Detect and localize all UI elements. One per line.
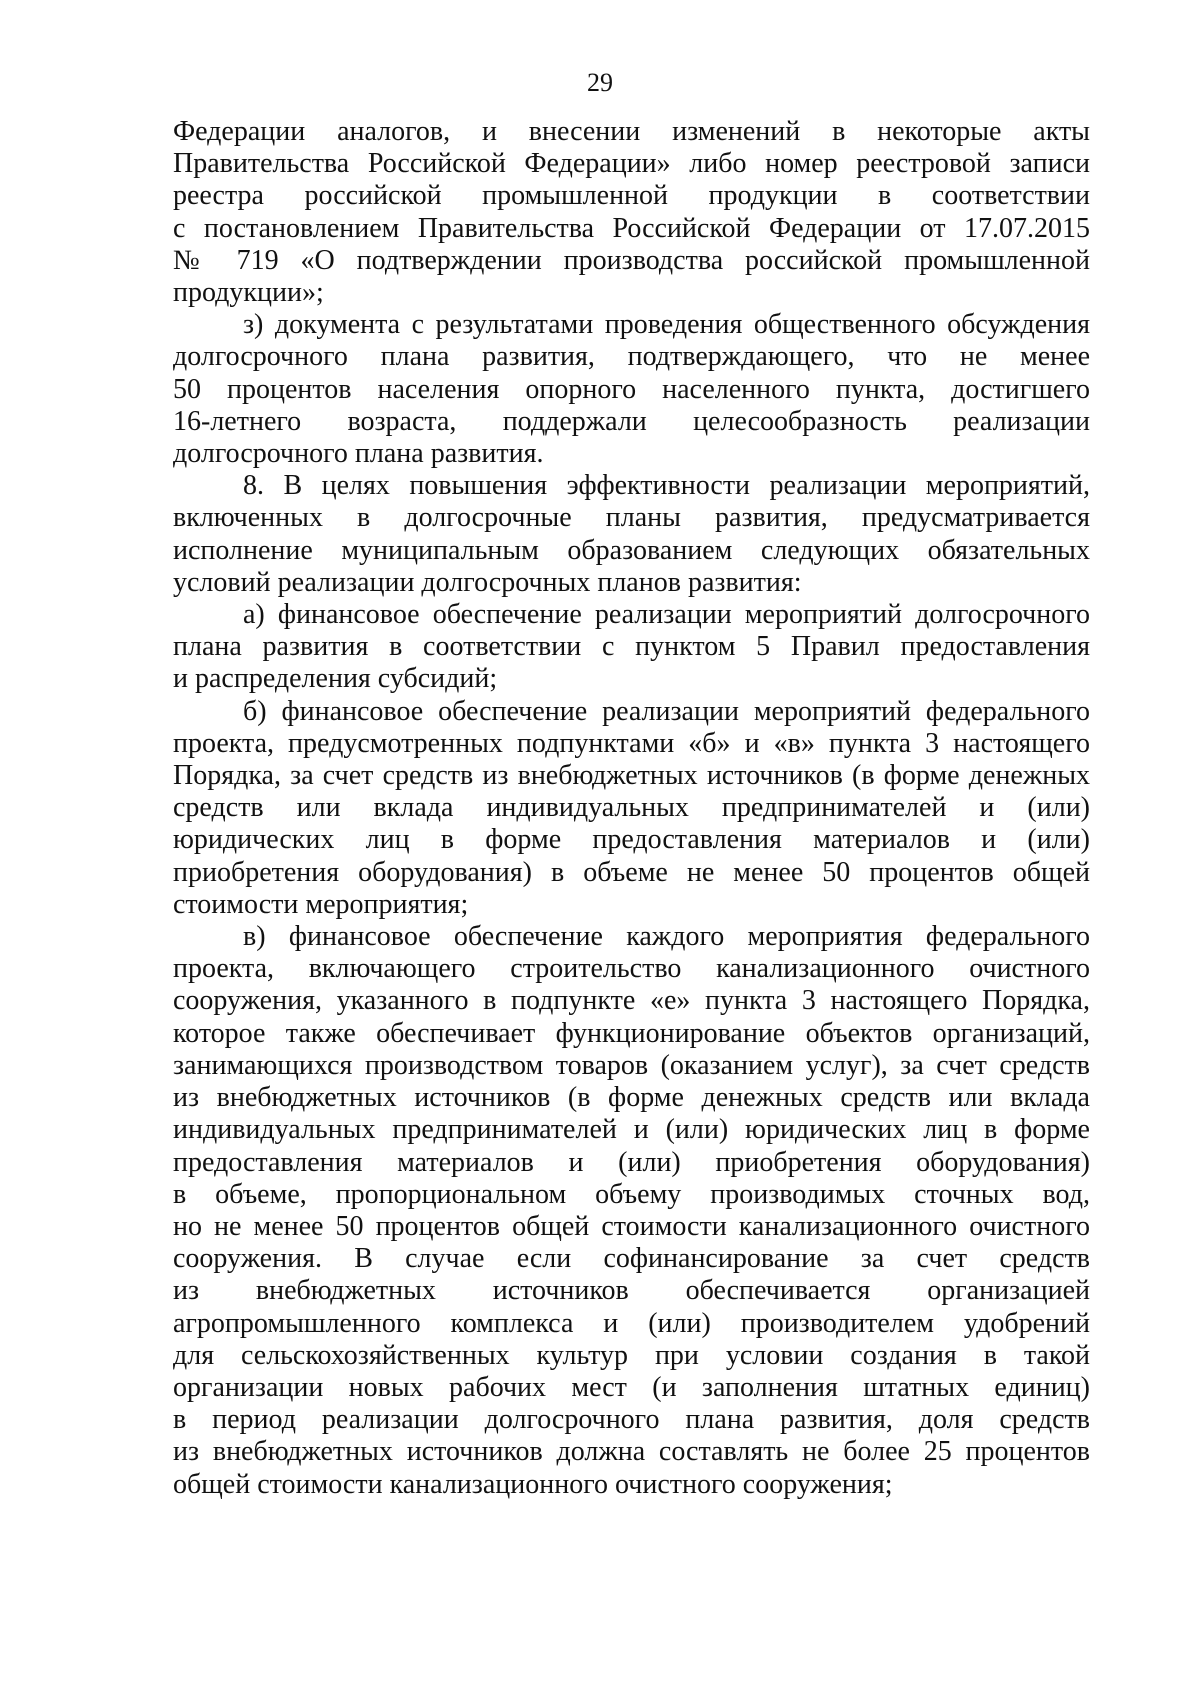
text-line: организации новых рабочих мест (и заполнения штатных единиц)	[173, 1371, 1090, 1403]
text-line: исполнение муниципальным образованием следующих обязательных	[173, 534, 1090, 566]
text-line: 50 процентов населения опорного населенного пункта, достигшего	[173, 373, 1090, 405]
text-line: но не менее 50 процентов общей стоимости канализационного очистного	[173, 1210, 1090, 1242]
text-line: б) финансовое обеспечение реализации мероприятий федерального	[243, 695, 1090, 727]
text-line: из внебюджетных источников обеспечивается организацией	[173, 1275, 1090, 1307]
paragraph-8	[173, 470, 1090, 599]
text-line: долгосрочного плана развития, подтверждающего, что не менее	[173, 341, 1090, 373]
text-line: з) документа с результатами проведения общественного обсуждения	[243, 309, 1090, 341]
text-line: Правительства Российской Федерации» либо номер реестровой записи	[173, 148, 1090, 180]
text-line: приобретения оборудования) в объеме не менее 50 процентов общей	[173, 856, 1090, 888]
paragraph-v	[173, 921, 1090, 1501]
text-line: сооружения. В случае если софинансирование за счет средств	[173, 1243, 1090, 1275]
text-line: плана развития в соответствии с пунктом 5 Правил предоставления	[173, 631, 1090, 663]
paragraph-continuation	[173, 116, 1090, 309]
paragraph-z	[173, 309, 1090, 470]
text-line: а) финансовое обеспечение реализации мероприятий долгосрочного	[243, 599, 1090, 631]
text-line: из внебюджетных источников (в форме денежных средств или вклада	[173, 1082, 1090, 1114]
text-line: в объеме, пропорциональном объему производимых сточных вод,	[173, 1178, 1090, 1210]
text-line: с постановлением Правительства Российской Федерации от 17.07.2015	[173, 212, 1090, 244]
text-line: которое также обеспечивает функционирование объектов организаций,	[173, 1017, 1090, 1049]
text-line: общей стоимости канализационного очистного сооружения;	[173, 1468, 893, 1500]
text-line: предоставления материалов и (или) приобретения оборудования)	[173, 1146, 1090, 1178]
text-line: проекта, предусмотренных подпунктами «б» и «в» пункта 3 настоящего	[173, 727, 1090, 759]
text-line: проекта, включающего строительство канализационного очистного	[173, 953, 1090, 985]
text-line: 16-летнего возраста, поддержали целесообразность реализации	[173, 405, 1090, 437]
text-line: Порядка, за счет средств из внебюджетных источников (в форме денежных	[173, 760, 1090, 792]
text-line: и распределения субсидий;	[173, 663, 498, 695]
text-line: средств или вклада индивидуальных предпринимателей и (или)	[173, 792, 1090, 824]
text-line: стоимости мероприятия;	[173, 888, 469, 920]
paragraph-a	[173, 599, 1090, 696]
text-line: юридических лиц в форме предоставления материалов и (или)	[173, 824, 1090, 856]
page-number: 29	[587, 68, 613, 97]
text-line: включенных в долгосрочные планы развития, предусматривается	[173, 502, 1090, 534]
text-line: в период реализации долгосрочного плана развития, доля средств	[173, 1404, 1090, 1436]
text-line: в) финансовое обеспечение каждого мероприятия федерального	[243, 921, 1090, 953]
document-body	[173, 116, 1090, 1501]
text-line: из внебюджетных источников должна составлять не более 25 процентов	[173, 1436, 1090, 1468]
text-line: долгосрочного плана развития.	[173, 438, 544, 470]
text-line: сооружения, указанного в подпункте «е» пункта 3 настоящего Порядка,	[173, 985, 1090, 1017]
text-line: занимающихся производством товаров (оказанием услуг), за счет средств	[173, 1049, 1090, 1081]
text-line: 8. В целях повышения эффективности реализации мероприятий,	[243, 470, 1090, 502]
text-line: индивидуальных предпринимателей и (или) юридических лиц в форме	[173, 1114, 1090, 1146]
text-line: для сельскохозяйственных культур при условии создания в такой	[173, 1339, 1090, 1371]
text-line: Федерации аналогов, и внесении изменений в некоторые акты	[173, 116, 1090, 147]
text-line: агропромышленного комплекса и (или) производителем удобрений	[173, 1307, 1090, 1339]
text-line: реестра российской промышленной продукции в соответствии	[173, 180, 1090, 212]
text-line: условий реализации долгосрочных планов развития:	[173, 566, 802, 598]
paragraph-b	[173, 696, 1090, 921]
text-line: № 719 «О подтверждении производства российской промышленной	[173, 244, 1090, 276]
text-line: продукции»;	[173, 277, 324, 309]
